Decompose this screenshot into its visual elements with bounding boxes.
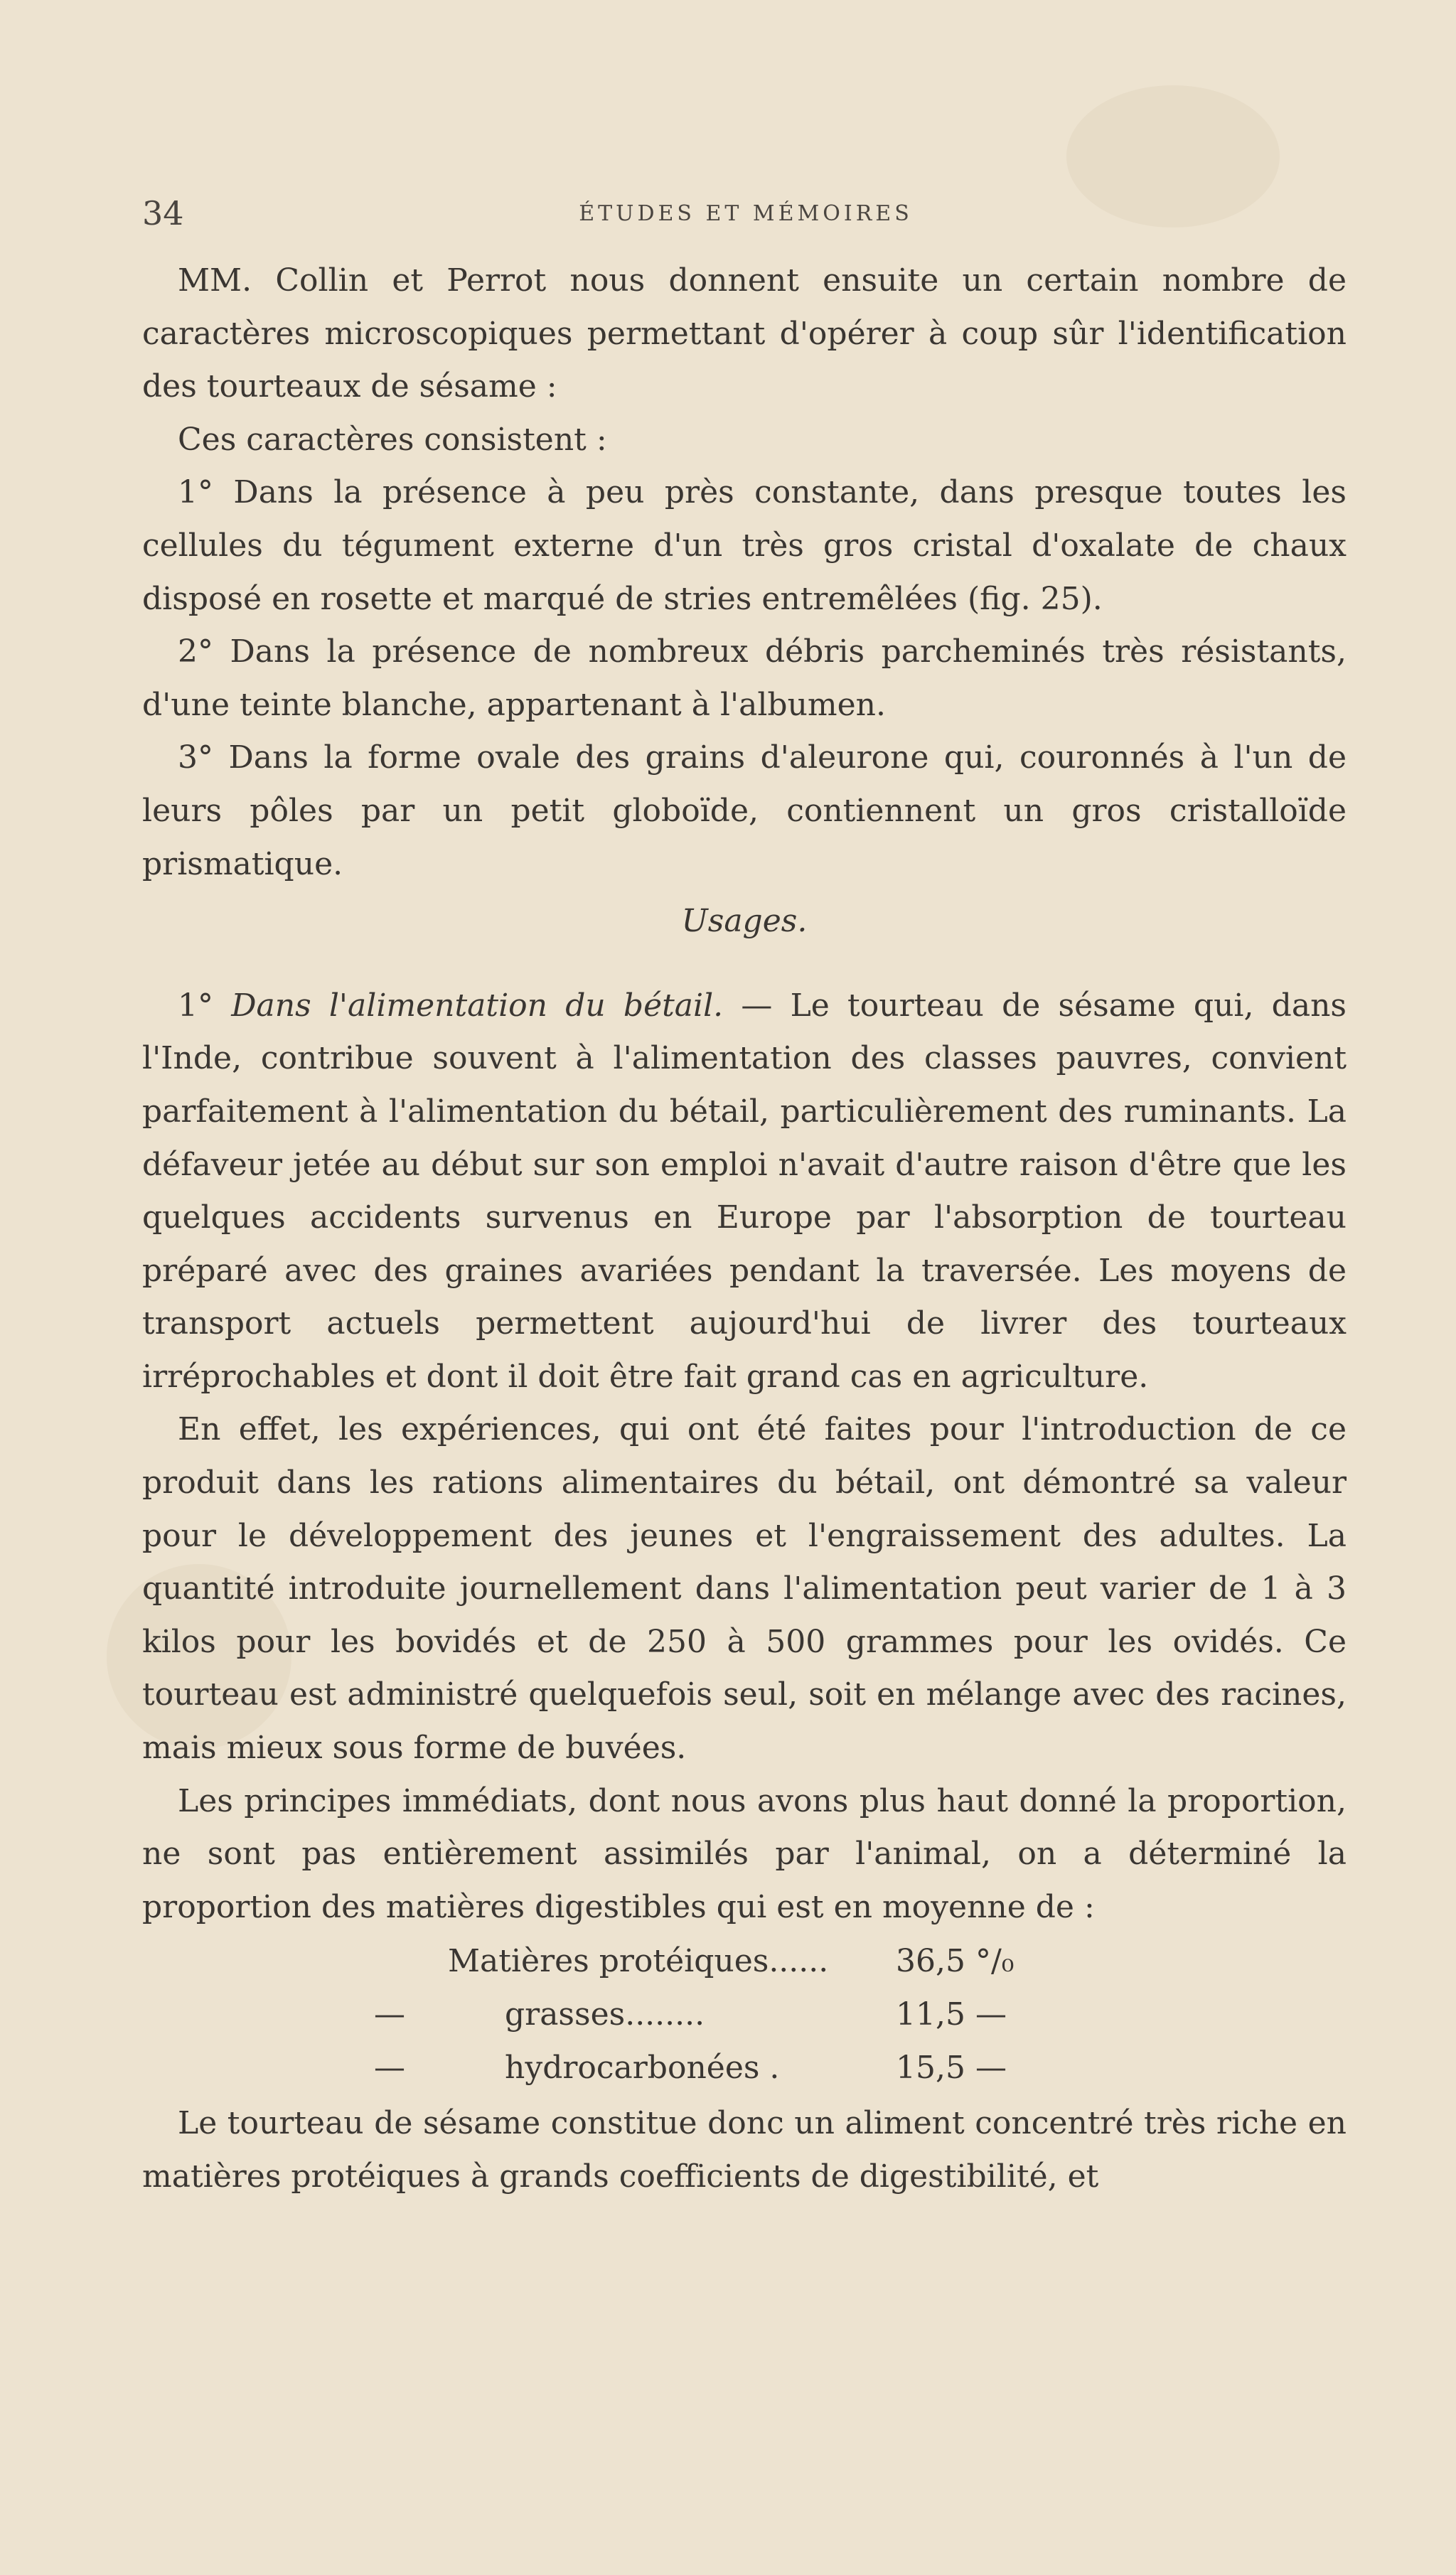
paragraph-intro: MM. Collin et Perrot nous donnent ensuite un certain nombre de caractères microscopiques permettant d'opérer à coup sûr l'identification des tourteaux de sésame :	[142, 262, 1347, 405]
row-dash: —	[374, 2049, 405, 2086]
table-row	[142, 2042, 1347, 2095]
row-label: grasses........	[505, 1996, 705, 2033]
paragraph-experiments: En effet, les expériences, qui ont été faites pour l'introduction de ce produit dans les rations alimentaires du bétail, ont démontré sa valeur pour le développement des jeunes et l'engraissement des adultes. La quantité introduite journellement dans l'alimentation peut varier de 1 à 3 kilos pour les bovidés et de 250 à 500 grammes pour les ovidés. Ce tourteau est administré quelquefois seul, soit en mélange avec des racines, mais mieux sous forme de buvées.	[142, 1411, 1347, 1767]
paragraph-digestibility: Les principes immédiats, dont nous avons plus haut donné la proportion, ne sont pas entièrement assimilés par l'animal, on a déterminé la proportion des matières digestibles qui est en moyenne de :	[142, 1782, 1347, 1925]
page-header	[142, 192, 1349, 235]
running-title: ÉTUDES ET MÉMOIRES	[579, 200, 913, 226]
paragraph-characters: Ces caractères consistent :	[178, 421, 607, 458]
row-value: 15,5 —	[896, 2049, 1007, 2086]
paragraph-usage-cattle	[142, 980, 1347, 1404]
row-label: hydrocarbonées .	[505, 2049, 780, 2086]
table-row	[142, 1935, 1347, 1988]
usage-number: 1°	[178, 987, 213, 1024]
usage-heading: Dans l'alimentation du bétail.	[231, 987, 724, 1024]
body-text	[142, 255, 1347, 2203]
page-number: 34	[142, 194, 184, 232]
paragraph-character-3: 3° Dans la forme ovale des grains d'aleurone qui, couronnés à l'un de leurs pôles par un petit globoïde, contiennent un gros cristalloïde prismatique.	[142, 739, 1347, 882]
paragraph-character-1: 1° Dans la présence à peu près constante, dans presque toutes les cellules du tégument externe d'un très gros cristal d'oxalate de chaux disposé en rosette et marqué de stries entremêlées (fig. 25).	[142, 474, 1347, 617]
row-dash: —	[374, 1996, 405, 2033]
section-title-usages: Usages.	[681, 903, 808, 940]
usage-text: — Le tourteau de sésame qui, dans l'Inde, contribue souvent à l'alimentation des classes pauvres, convient parfaitement à l'alimentation du bétail, particulièrement des ruminants. La défaveur jetée au début sur son emploi n'avait d'autre raison d'être que les quelques accidents survenus en Europe par l'absorption de tourteau préparé avec des graines avariées pendant la traversée. Les moyens de transport actuels permettent aujourd'hui de livrer des tourteaux irréprochables et dont il doit être fait grand cas en agriculture.	[142, 987, 1347, 1395]
row-value: 36,5 °/₀	[896, 1943, 1015, 1980]
row-value: 11,5 —	[896, 1996, 1007, 2033]
digestible-matter-table	[142, 1935, 1347, 2094]
row-label: Matières protéiques......	[448, 1943, 829, 1980]
paragraph-character-2: 2° Dans la présence de nombreux débris parcheminés très résistants, d'une teinte blanche, appartenant à l'albumen.	[142, 633, 1347, 723]
table-row	[142, 1988, 1347, 2042]
paragraph-closing: Le tourteau de sésame constitue donc un aliment concentré très riche en matières protéiques à grands coefficients de digestibilité, et	[142, 2105, 1347, 2195]
